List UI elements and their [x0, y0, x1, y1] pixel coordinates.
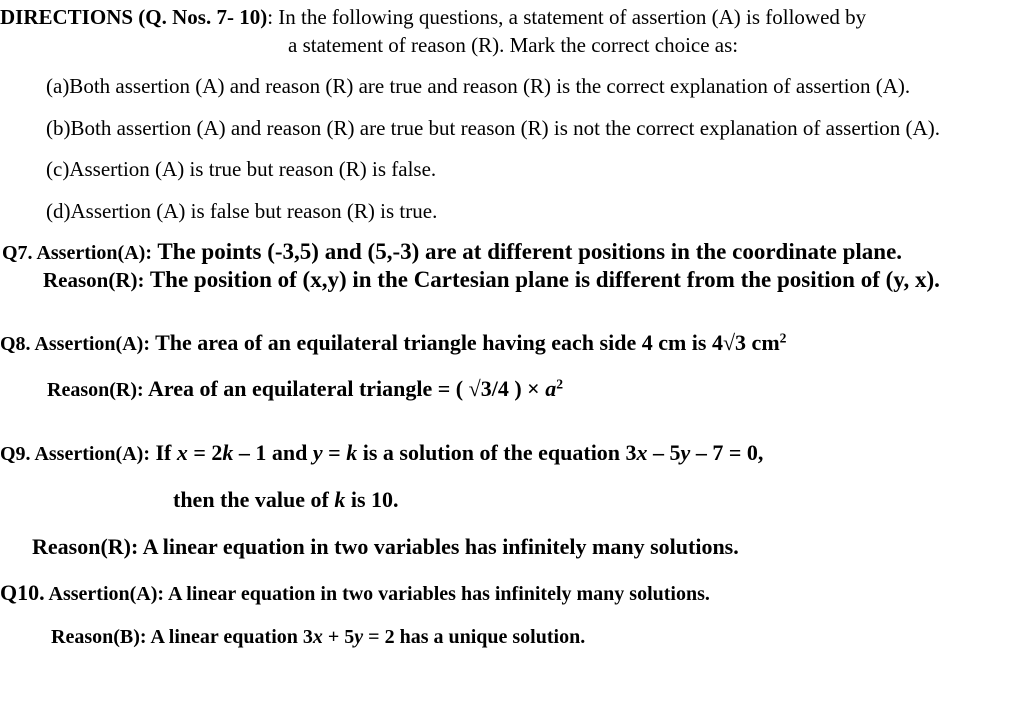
q9-text-part: is 10.: [345, 487, 399, 512]
q7-reason: [43, 268, 940, 291]
option-c: (c)Assertion (A) is true but reason (R) is false.: [46, 157, 437, 181]
q10-reason-label: Reason(B):: [51, 626, 147, 648]
q9-label: Q9. Assertion(A):: [0, 443, 150, 465]
q10-variable-y: y: [354, 626, 364, 648]
q9-variable-y: y: [312, 440, 323, 465]
directions-text-1: : In the following questions, a statement of assertion (A) is followed by: [267, 5, 867, 29]
directions-text-2: a statement of reason (R). Mark the correct choice as:: [288, 33, 739, 57]
q9-reason-text: A linear equation in two variables has infinitely many solutions.: [138, 534, 739, 559]
q8-assertion: [0, 332, 786, 354]
q9-text-part: – 1 and: [233, 440, 313, 465]
q9-text-part: – 5: [647, 440, 681, 465]
q9-variable-k: k: [222, 440, 234, 465]
q7-reason-text: The position of (x,y) in the Cartesian plane is different from the position of (y, x).: [144, 267, 940, 292]
q9-text-part: =: [322, 440, 347, 465]
option-b: (b)Both assertion (A) and reason (R) are true but reason (R) is not the correct explanation of assertion (A).: [46, 116, 940, 140]
q9-text-part: If: [149, 440, 177, 465]
q9-variable-x: x: [176, 440, 188, 465]
q10-label: Q10.: [0, 580, 45, 605]
q7-label: Q7. Assertion(A):: [2, 242, 152, 264]
q8-reason-superscript: 2: [556, 376, 563, 392]
q8-label: Q8. Assertion(A):: [0, 333, 150, 355]
q9-reason: [32, 536, 739, 558]
q7-assertion: [2, 240, 902, 263]
q10-assertion-text: A linear equation in two variables has infinitely many solutions.: [164, 583, 710, 605]
q7-reason-label: Reason(R):: [43, 268, 145, 292]
q9-assertion: [0, 442, 763, 464]
q9-text-part: = 2: [187, 440, 223, 465]
q8-assertion-text: The area of an equilateral triangle having each side 4 cm is 4√3 cm: [149, 330, 780, 355]
directions-heading: DIRECTIONS (Q. Nos. 7- 10): [0, 5, 268, 29]
q8-assertion-superscript: 2: [779, 330, 787, 346]
q8-reason-text: Area of an equilateral triangle = ( √3/4 ) ×: [143, 376, 546, 401]
q10-variable-x: x: [312, 626, 323, 648]
q8-reason-label: Reason(R):: [47, 379, 144, 401]
q9-reason-label: Reason(R):: [32, 534, 139, 559]
q10-text-part: + 5: [322, 626, 355, 648]
q9-assertion-continued: [173, 489, 399, 511]
q9-text-part: – 7 = 0,: [690, 440, 764, 465]
q10-assertion: [0, 582, 710, 604]
q9-variable-y: y: [680, 440, 691, 465]
q10-reason: [51, 627, 585, 647]
q9-variable-k: k: [334, 487, 346, 512]
option-a: (a)Both assertion (A) and reason (R) are true and reason (R) is the correct explanation of assertion (A).: [46, 74, 911, 98]
q9-text-part: is a solution of the equation 3: [357, 440, 637, 465]
q10-text-part: = 2 has a unique solution.: [363, 626, 586, 648]
q9-text-part: then the value of: [173, 487, 335, 512]
q9-variable-k: k: [346, 440, 358, 465]
q8-reason-variable: a: [545, 376, 557, 401]
q10-assertion-label: Assertion(A):: [48, 583, 165, 605]
q8-reason: [47, 378, 563, 400]
q7-assertion-text: The points (-3,5) and (5,-3) are at different positions in the coordinate plane.: [151, 239, 903, 264]
option-d: (d)Assertion (A) is false but reason (R) is true.: [46, 199, 438, 223]
q10-text-part: A linear equation 3: [146, 626, 313, 648]
q9-variable-x: x: [636, 440, 648, 465]
directions-line-1: [0, 7, 866, 28]
directions-line-2: [288, 35, 738, 56]
